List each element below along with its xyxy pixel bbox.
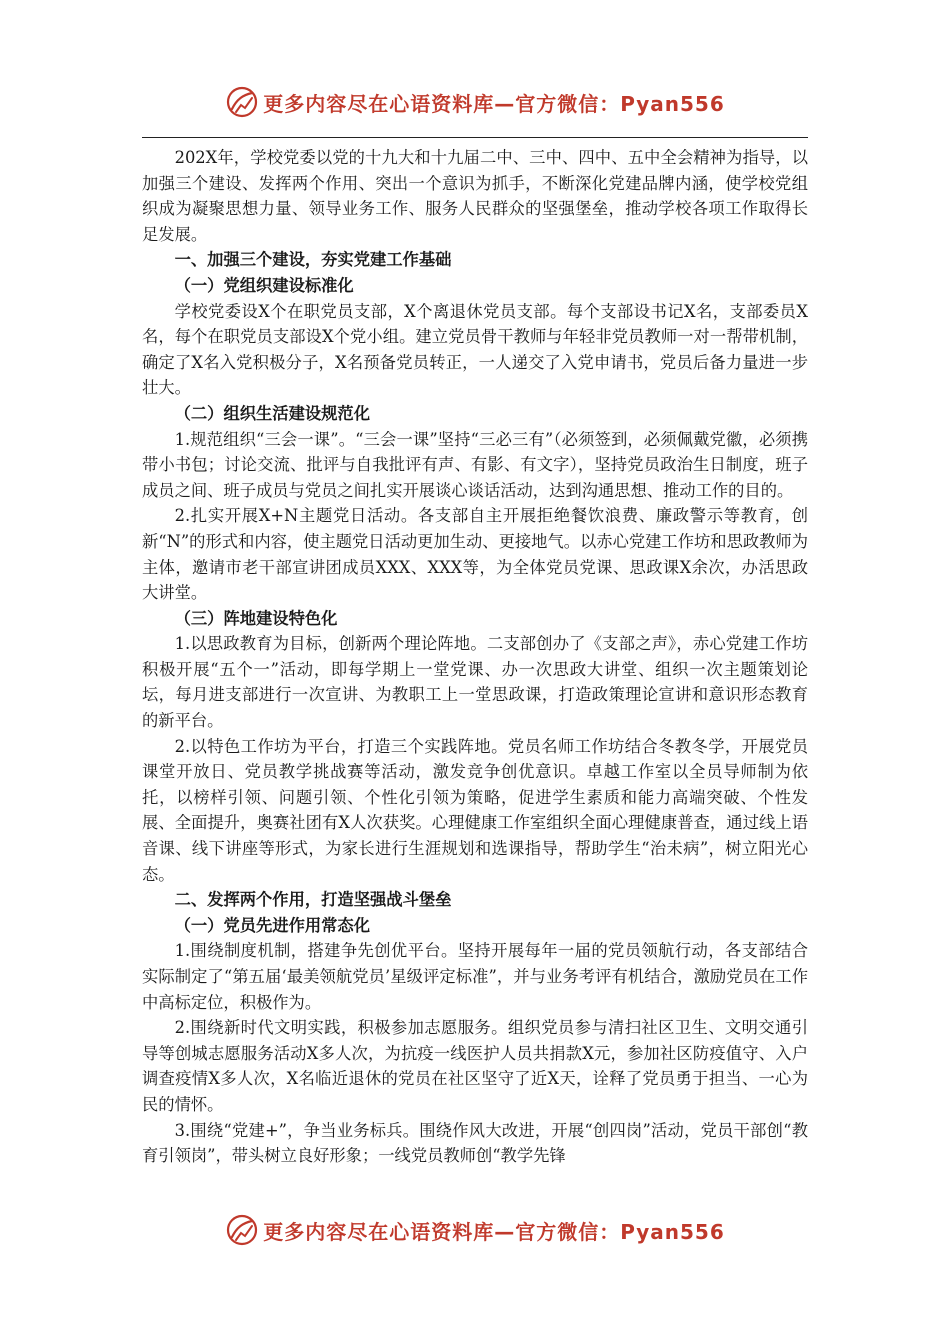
footer-banner-text: 更多内容尽在心语资料库—官方微信：Pyan556	[263, 1219, 725, 1244]
paragraph: 学校党委设X个在职党员支部，X个离退休党员支部。每个支部设书记X名，支部委员X名，每个在职党员支部设X个党小组。建立党员骨干教师与年轻非党员教师一对一帮带机制，确定了X名入党积极分子，X名预备党员转正，一人递交了入党申请书，党员后备力量进一步壮大。	[142, 301, 808, 398]
paragraph: 2.围绕新时代文明实践，积极参加志愿服务。组织党员参与清扫社区卫生、文明交通引导等创城志愿服务活动X多人次，为抗疫一线医护人员共捐款X元，参加社区防疫值守、入户调查疫情X多人次，X名临近退休的党员在社区坚守了近X天，诠释了党员勇于担当、一心为民的情怀。	[142, 1018, 808, 1114]
paragraph: 3.围绕“党建+”，争当业务标兵。围绕作风大改进，开展“创四岗”活动，党员干部创“教育引领岗”，带头树立良好形象；一线党员教师创“教学先锋	[142, 1120, 808, 1166]
banner-text: 更多内容尽在心语资料库—官方微信：Pyan556	[263, 91, 725, 116]
header-divider	[142, 137, 808, 138]
document-body	[142, 145, 808, 1169]
paragraph: 1.围绕制度机制，搭建争先创优平台。坚持开展每年一届的党员领航行动，各支部结合实际制定了“第五届‘最美领航党员’星级评定标准”，并与业务考评有机结合，激励党员在工作中高标定位，积极作为。	[142, 941, 808, 1012]
paragraph: 2.扎实开展X+N主题党日活动。各支部自主开展拒绝餐饮浪费、廉政警示等教育，创新“N”的形式和内容，使主题党日活动更加生动、更接地气。以赤心党建工作坊和思政教师为主体，邀请市老干部宣讲团成员XXX、XXX等，为全体党员党课、思政课X余次，办活思政大讲堂。	[142, 506, 808, 603]
header-watermark-banner	[0, 78, 950, 126]
intro-paragraph: 202X年，学校党委以党的十九大和十九届二中、三中、四中、五中全会精神为指导，以加强三个建设、发挥两个作用、突出一个意识为抓手，不断深化党建品牌内涵，使学校党组织成为凝聚思想力量、领导业务工作、服务人民群众的坚强堡垒，推动学校各项工作取得长足发展。	[142, 148, 808, 244]
subsection-heading-1-3: （三）阵地建设特色化	[174, 608, 338, 628]
section-heading-1: 一、加强三个建设，夯实党建工作基础	[174, 250, 452, 270]
footer-watermark-banner	[0, 1206, 950, 1254]
paragraph: 1.以思政教育为目标，创新两个理论阵地。二支部创办了《支部之声》，赤心党建工作坊积极开展“五个一”活动，即每学期上一堂党课、办一次思政大讲堂、组织一次主题策划论坛，每月进支部进行一次宣讲、为教职工上一堂思政课，打造政策理论宣讲和意识形态教育的新平台。	[142, 634, 808, 731]
logo-icon	[225, 1213, 259, 1247]
subsection-heading-2-1: （一）党员先进作用常态化	[174, 915, 370, 935]
section-heading-2: 二、发挥两个作用，打造坚强战斗堡垒	[174, 890, 452, 910]
subsection-heading-1-1: （一）党组织建设标准化	[174, 275, 354, 295]
paragraph: 2.以特色工作坊为平台，打造三个实践阵地。党员名师工作坊结合冬教冬学，开展党员课堂开放日、党员教学挑战赛等活动，激发竞争创优意识。卓越工作室以全员导师制为依托，以榜样引领、问题引领、个性化引领为策略，促进学生素质和能力高端突破、个性发展、全面提升，奥赛社团有X人次获奖。心理健康工作室组织全面心理健康普查，通过线上语音课、线下讲座等形式，为家长进行生涯规划和选课指导，帮助学生“治未病”，树立阳光心态。	[142, 736, 808, 884]
paragraph: 1.规范组织“三会一课”。“三会一课”坚持“三必三有”（必须签到，必须佩戴党徽，必须携带小书包；讨论交流、批评与自我批评有声、有影、有文字），坚持党员政治生日制度，班子成员之间、班子成员与党员之间扎实开展谈心谈话活动，达到沟通思想、推动工作的目的。	[142, 429, 808, 500]
logo-icon	[225, 85, 259, 119]
subsection-heading-1-2: （二）组织生活建设规范化	[174, 403, 370, 423]
